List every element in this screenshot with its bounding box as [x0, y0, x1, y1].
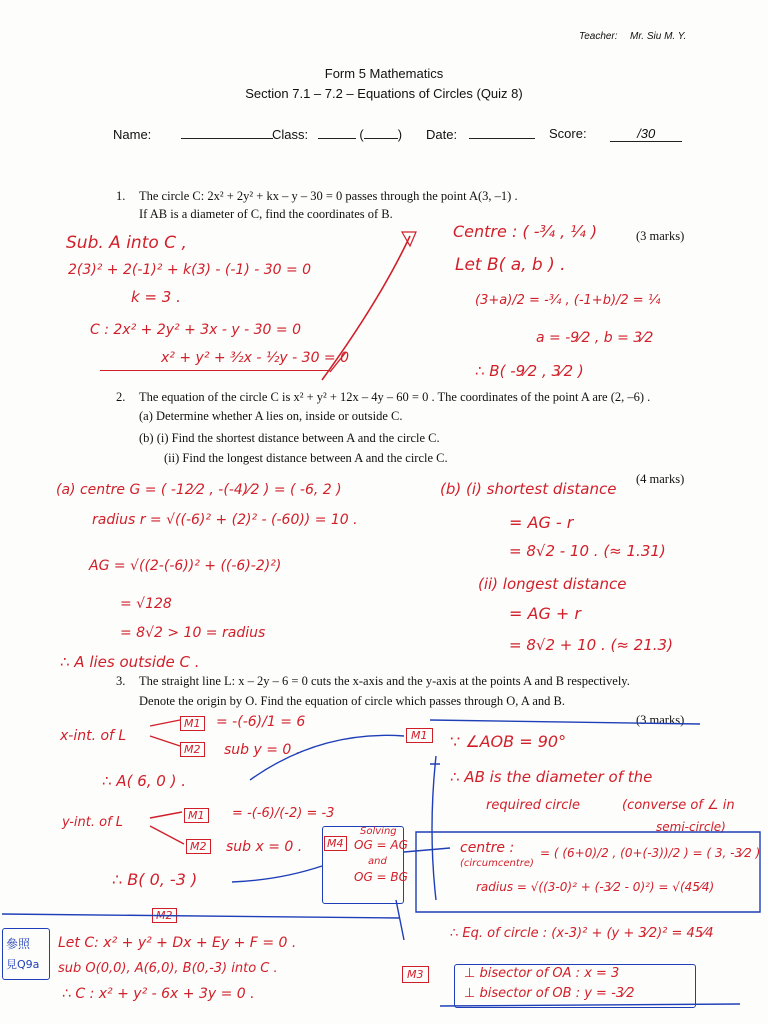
mark-m1: M1 [406, 728, 433, 743]
mark-m1: M1 [180, 716, 205, 731]
q3-marks: (3 marks) [636, 713, 685, 727]
score-total: /30 [610, 126, 682, 142]
mark-m4: M4 [324, 836, 347, 851]
q3-answer-box [416, 832, 760, 912]
reference-note: 參照 [6, 937, 31, 951]
q3-work-line: ∴ B( 0, -3 ) [112, 870, 198, 889]
q3-m4-note: and [368, 856, 387, 867]
q3-arrow-down [396, 900, 404, 940]
q3-left-arrow-4 [150, 826, 184, 844]
q3-a-to-m1 [250, 735, 404, 780]
q1-work-line: ∴ B( -9⁄2 , 3⁄2 ) [475, 362, 584, 380]
q3-work-line: = -(-6)/1 = 6 [216, 714, 306, 730]
q3-work-line: radius = √((3-0)² + (-3⁄2 - 0)²) = √(45⁄4) [476, 880, 715, 894]
q1-line1: The circle C: 2x² + 2y² + kx – y – 30 = 0 passes through the point A(3, –1) . [139, 189, 518, 203]
q3-b-arrow [232, 866, 322, 882]
q3-work-line: = -(-6)/(-2) = -3 [232, 806, 335, 821]
teacher-name: Mr. Siu M. Y. [630, 31, 687, 42]
q2-number: 2. [116, 390, 126, 404]
q2-work-line: = 8√2 > 10 = radius [120, 625, 266, 641]
q1-work-line: Sub. A into C , [66, 233, 187, 253]
mark-m3: M3 [402, 966, 429, 983]
mark-m1: M1 [184, 808, 209, 823]
q2-work-line: = √128 [120, 596, 172, 612]
q3-work-line: (converse of ∠ in [622, 798, 735, 813]
q1-work-line: 2(3)² + 2(-1)² + k(3) - (-1) - 30 = 0 [68, 262, 312, 278]
q2-work-line: = AG + r [509, 604, 581, 623]
q3-left-arrow-3 [150, 812, 182, 818]
q1-work-line: a = -9⁄2 , b = 3⁄2 [536, 330, 654, 346]
q3-top-line [430, 720, 700, 724]
q2-part-b-ii: (ii) Find the longest distance between A and the circle C. [164, 451, 448, 465]
score-label: Score: [549, 126, 587, 141]
q1-line2: If AB is a diameter of C, find the coordinates of B. [139, 207, 393, 221]
q2-work-line: = 8√2 - 10 . (≈ 1.31) [509, 542, 666, 560]
q2-work-line: radius r = √((-6)² + (2)² - (-60)) = 10 . [92, 512, 358, 528]
page-title: Form 5 Mathematics [324, 66, 444, 81]
q2-line1: The equation of the circle C is x² + y² + 12x – 4y – 60 = 0 . The coordinates of the point A are (2, –6) . [139, 390, 651, 404]
q3-work-line: x-int. of L [60, 728, 127, 744]
q1-arrow [322, 236, 410, 380]
mark-m2: M2 [152, 908, 177, 923]
q3-work-line: y-int. of L [62, 815, 124, 830]
mark-m2: M2 [180, 742, 205, 757]
q3-right-bracket [430, 756, 440, 900]
page-subtitle: Section 7.1 – 7.2 – Equations of Circles (Quiz 8) [245, 86, 523, 101]
q3-work-line: required circle [486, 798, 581, 813]
q3-work-line: Let C: x² + y² + Dx + Ey + F = 0 . [58, 935, 297, 951]
q3-number: 3. [116, 674, 126, 688]
q3-left-underline [2, 914, 400, 918]
q2-work-line: (ii) longest distance [478, 575, 627, 593]
q3-work-line: ∴ A( 6, 0 ) . [102, 772, 186, 790]
q1-work-line: (3+a)/2 = -¾ , (-1+b)/2 = ¼ [475, 293, 661, 308]
q1-work-line: Centre : ( -¾ , ¼ ) [453, 222, 598, 241]
q3-left-arrow-1 [150, 720, 180, 726]
q2-work-line: AG = √((2-(-6))² + ((-6)-2)²) [89, 558, 282, 574]
q1-work-line: k = 3 . [131, 288, 181, 306]
q1-number: 1. [116, 189, 126, 203]
q3-left-arrow-2 [150, 736, 180, 746]
q3-line2: Denote the origin by O. Find the equation of circle which passes through O, A and B. [139, 694, 565, 708]
reference-note: 見Q9a [6, 958, 40, 971]
q3-work-line: centre : [460, 840, 515, 856]
q3-work-line: sub O(0,0), A(6,0), B(0,-3) into C . [58, 961, 278, 976]
q2-work-line: (a) centre G = ( -12⁄2 , -(-4)⁄2 ) = ( -6, 2 ) [56, 482, 342, 498]
q3-work-line: sub y = 0 . [224, 742, 301, 758]
q3-work-line: ∴ AB is the diameter of the [450, 768, 653, 786]
q3-bisector-line: ⊥ bisector of OA : x = 3 [464, 966, 620, 981]
q3-work-line: ∵ ∠AOB = 90° [450, 732, 567, 751]
q3-line1: The straight line L: x – 2y – 6 = 0 cuts the x-axis and the y-axis at the points A and B respectively. [139, 674, 630, 688]
q3-work-line: ∴ C : x² + y² - 6x + 3y = 0 . [62, 986, 255, 1002]
q3-work-line: = ( (6+0)/2 , (0+(-3))/2 ) = ( 3, -3⁄2 ) [540, 846, 761, 860]
q2-work-line: = AG - r [509, 513, 574, 532]
q2-part-a: (a) Determine whether A lies on, inside or outside C. [139, 409, 403, 423]
q3-work-line: sub x = 0 . [226, 839, 303, 855]
q3-work-line: ∴ Eq. of circle : (x-3)² + (y + 3⁄2)² = 45⁄4 [450, 926, 714, 941]
class-label: Class: [272, 127, 309, 142]
q2-work-line: ∴ A lies outside C . [60, 653, 200, 671]
q3-work-line: (circumcentre) [460, 858, 534, 869]
q2-work-line: (b) (i) shortest distance [440, 480, 617, 498]
class-paren-close: ) [397, 127, 403, 142]
date-label: Date: [426, 127, 458, 142]
q3-m4-note: OG = AG [354, 838, 408, 852]
q3-work-line: semi-circle) [656, 820, 726, 834]
q2-marks: (4 marks) [636, 472, 685, 486]
q3-m4-note: Solving [360, 826, 397, 837]
q1-work-line: Let B( a, b ) . [455, 255, 566, 275]
q1-marks: (3 marks) [636, 229, 685, 243]
q3-final-underline [440, 1004, 740, 1006]
name-label: Name: [113, 127, 152, 142]
q3-bisector-line: ⊥ bisector of OB : y = -3⁄2 [464, 986, 635, 1001]
class-paren-open: ( [359, 127, 364, 142]
q2-part-b-i: (b) (i) Find the shortest distance between A and the circle C. [139, 431, 440, 445]
q3-m4-note: OG = BG [354, 870, 408, 884]
q1-work-line: x² + y² + ³⁄₂x - ½y - 30 = 0 [161, 350, 350, 366]
teacher-label: Teacher: [579, 31, 618, 42]
q2-work-line: = 8√2 + 10 . (≈ 21.3) [509, 636, 673, 654]
q1-work-line: C : 2x² + 2y² + 3x - y - 30 = 0 [90, 322, 301, 338]
q1-bracket [330, 352, 346, 372]
q3-m4-arrow [404, 848, 450, 852]
mark-m2: M2 [186, 839, 211, 854]
